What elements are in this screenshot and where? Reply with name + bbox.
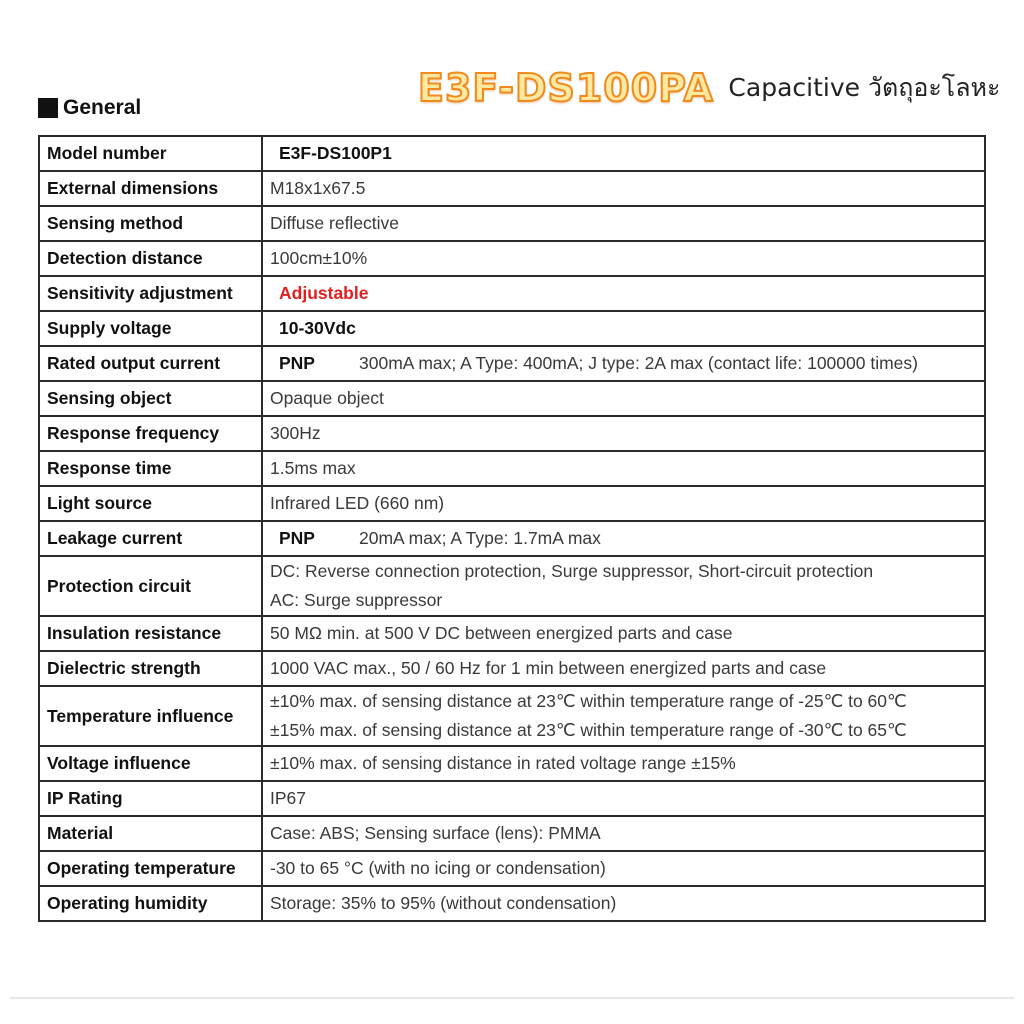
product-title xyxy=(418,66,1000,110)
table-row xyxy=(39,276,985,311)
table-row xyxy=(39,746,985,781)
output-type-tag: PNP xyxy=(279,353,315,373)
spec-value: Adjustable xyxy=(262,276,985,311)
spec-value: Case: ABS; Sensing surface (lens): PMMA xyxy=(262,816,985,851)
spec-value: ±10% max. of sensing distance at 23℃ within temperature range of -25℃ to 60℃ ±15% max. of sensing distance at 23℃ within temperature range of -30℃ to 65℃ xyxy=(262,686,985,746)
spec-value: Infrared LED (660 nm) xyxy=(262,486,985,521)
spec-label: Temperature influence xyxy=(39,686,262,746)
product-subtitle: Capacitive วัตถุอะโลหะ xyxy=(728,73,1001,102)
spec-value: PNP 20mA max; A Type: 1.7mA max xyxy=(262,521,985,556)
spec-value: ±10% max. of sensing distance in rated voltage range ±15% xyxy=(262,746,985,781)
spec-label: Response frequency xyxy=(39,416,262,451)
table-row xyxy=(39,381,985,416)
table-row xyxy=(39,451,985,486)
table-row xyxy=(39,521,985,556)
spec-label: Operating temperature xyxy=(39,851,262,886)
output-type-tag: PNP xyxy=(279,528,315,548)
table-row xyxy=(39,136,985,171)
spec-label: External dimensions xyxy=(39,171,262,206)
spec-label: Sensing object xyxy=(39,381,262,416)
table-row xyxy=(39,206,985,241)
spec-label: Voltage influence xyxy=(39,746,262,781)
spec-label: Protection circuit xyxy=(39,556,262,616)
spec-value: PNP 300mA max; A Type: 400mA; J type: 2A max (contact life: 100000 times) xyxy=(262,346,985,381)
table-row xyxy=(39,816,985,851)
spec-label: Insulation resistance xyxy=(39,616,262,651)
table-row xyxy=(39,886,985,921)
spec-label: Material xyxy=(39,816,262,851)
spec-label: Dielectric strength xyxy=(39,651,262,686)
spec-value: M18x1x67.5 xyxy=(262,171,985,206)
spec-value: Storage: 35% to 95% (without condensation) xyxy=(262,886,985,921)
section-heading xyxy=(38,96,141,120)
table-row xyxy=(39,651,985,686)
model-logo-text: E3F-DS100PA xyxy=(418,66,714,110)
spec-value: 300Hz xyxy=(262,416,985,451)
spec-label: Leakage current xyxy=(39,521,262,556)
spec-label: Light source xyxy=(39,486,262,521)
spec-label: Operating humidity xyxy=(39,886,262,921)
spec-value: -30 to 65 °C (with no icing or condensation) xyxy=(262,851,985,886)
bottom-divider xyxy=(10,997,1014,999)
table-row xyxy=(39,241,985,276)
spec-value: Opaque object xyxy=(262,381,985,416)
table-row xyxy=(39,171,985,206)
table-row xyxy=(39,416,985,451)
table-row xyxy=(39,781,985,816)
spec-value: DC: Reverse connection protection, Surge suppressor, Short-circuit protection AC: Surge suppressor xyxy=(262,556,985,616)
spec-label: Detection distance xyxy=(39,241,262,276)
table-row xyxy=(39,686,985,746)
spec-label: Response time xyxy=(39,451,262,486)
spec-value: 100cm±10% xyxy=(262,241,985,276)
spec-label: Sensitivity adjustment xyxy=(39,276,262,311)
spec-label: IP Rating xyxy=(39,781,262,816)
spec-label: Rated output current xyxy=(39,346,262,381)
spec-value: IP67 xyxy=(262,781,985,816)
spec-label: Model number xyxy=(39,136,262,171)
table-row xyxy=(39,346,985,381)
spec-value: 1.5ms max xyxy=(262,451,985,486)
spec-value: 1000 VAC max., 50 / 60 Hz for 1 min between energized parts and case xyxy=(262,651,985,686)
spec-value: 10-30Vdc xyxy=(262,311,985,346)
section-square-icon xyxy=(38,98,58,118)
spec-value: E3F-DS100P1 xyxy=(262,136,985,171)
section-title: General xyxy=(63,96,142,119)
table-row xyxy=(39,851,985,886)
spec-label: Sensing method xyxy=(39,206,262,241)
table-row xyxy=(39,556,985,616)
spec-table xyxy=(38,135,986,922)
spec-value: Diffuse reflective xyxy=(262,206,985,241)
spec-label: Supply voltage xyxy=(39,311,262,346)
spec-value: 50 MΩ min. at 500 V DC between energized parts and case xyxy=(262,616,985,651)
table-row xyxy=(39,616,985,651)
table-row xyxy=(39,486,985,521)
table-row xyxy=(39,311,985,346)
